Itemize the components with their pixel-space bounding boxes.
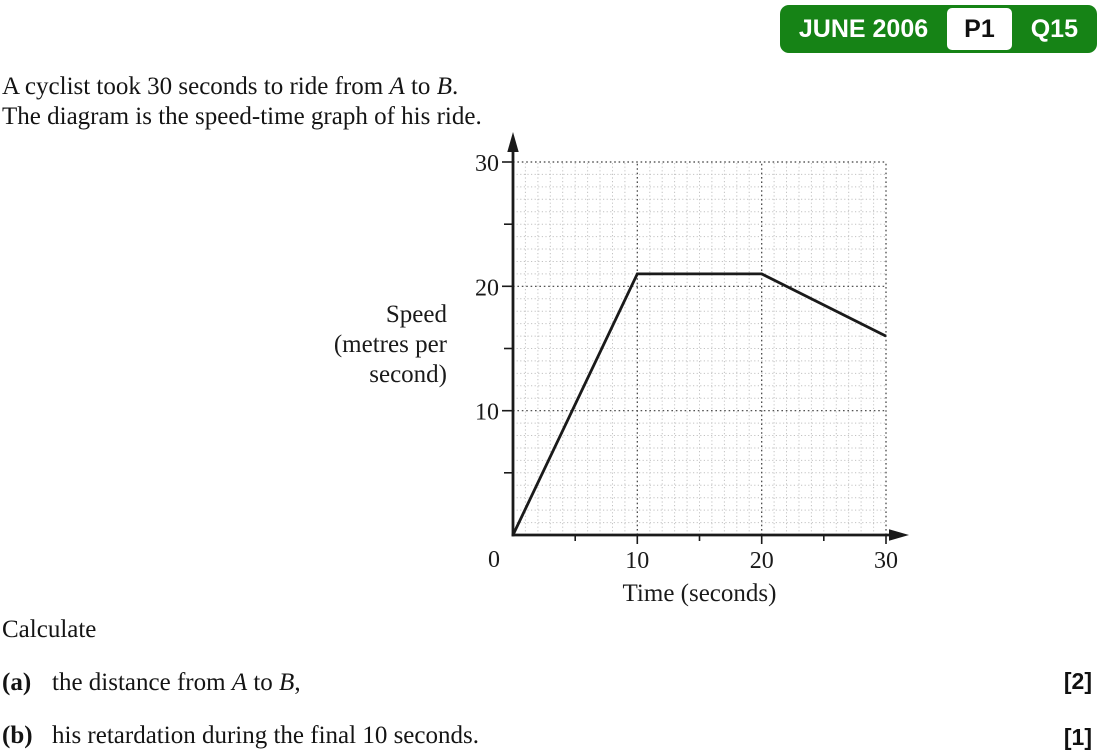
svg-text:10: 10 (625, 548, 650, 574)
intro-line-1-text: to (404, 73, 437, 100)
question-a-label: (a) (2, 669, 32, 696)
intro-line-2: The diagram is the speed-time graph of his ride. (2, 102, 482, 130)
axes (512, 150, 892, 536)
point-b-label: B (279, 669, 295, 696)
svg-text:20: 20 (749, 548, 774, 574)
intro-line-1-text: . (451, 73, 459, 100)
badge-question: Q15 (1030, 14, 1078, 43)
question-a-marks: [2] (1063, 668, 1092, 694)
intro-line-1 (2, 72, 482, 102)
question-badge (780, 5, 1097, 53)
svg-text:10: 10 (475, 399, 499, 426)
question-a-text-part: , (294, 669, 301, 696)
question-a-text-part: the distance from (52, 669, 232, 696)
x-axis-label (623, 580, 777, 607)
badge-paper: P1 (947, 8, 1012, 50)
svg-text:(metres per: (metres per (333, 331, 447, 358)
svg-text:second): second) (369, 361, 447, 388)
svg-text:20: 20 (475, 275, 499, 302)
svg-text:30: 30 (475, 151, 499, 177)
svg-text:0: 0 (488, 547, 500, 573)
question-b-label: (b) (2, 722, 33, 749)
point-a-label: A (231, 669, 248, 696)
question-a-text-part: to (247, 669, 280, 696)
question-b (2, 722, 479, 750)
svg-text:Speed: Speed (385, 301, 447, 328)
question-a-text (52, 669, 301, 696)
point-b-label: B (436, 73, 452, 100)
intro-line-1-text: A cyclist took 30 seconds to ride from (2, 73, 390, 100)
intro-text (2, 72, 482, 131)
svg-text:30: 30 (874, 548, 898, 574)
question-b-text: his retardation during the final 10 seconds. (52, 722, 479, 749)
question-b-marks: [1] (1063, 724, 1092, 750)
svg-text:Time (seconds): Time (seconds) (622, 580, 777, 607)
y-axis-label (334, 301, 448, 388)
grid-minor (513, 162, 886, 535)
axis-ticks (502, 162, 886, 544)
calculate-prompt: Calculate (2, 616, 97, 643)
question-a (2, 669, 301, 697)
badge-session: JUNE 2006 (798, 14, 929, 43)
point-a-label: A (389, 73, 405, 100)
